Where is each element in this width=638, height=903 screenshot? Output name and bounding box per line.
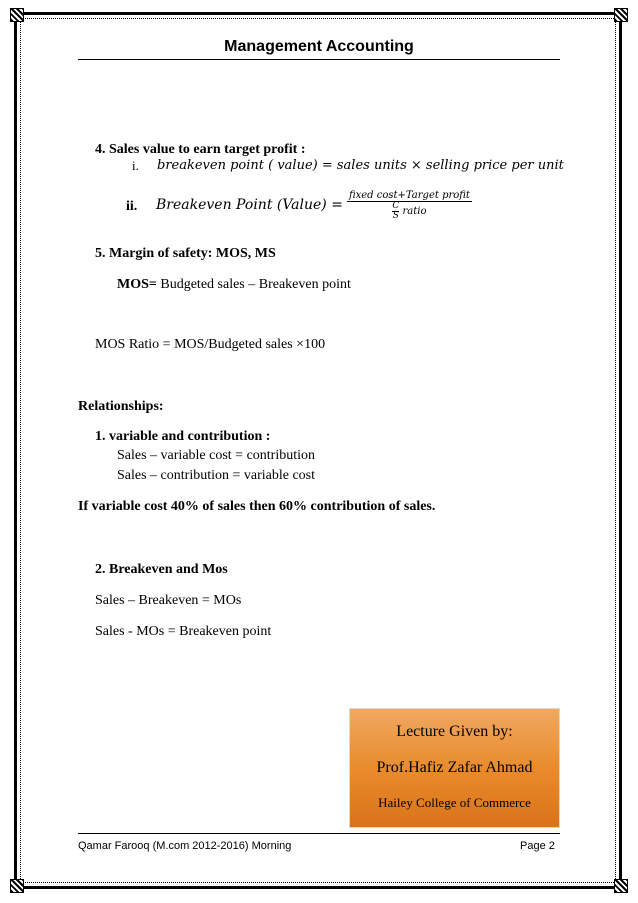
footer-author: Qamar Farooq (M.com 2012-2016) Morning — [78, 840, 292, 852]
item4-i-marker: i. — [132, 158, 139, 173]
mos-label: MOS= — [117, 277, 157, 292]
item5-title: 5. Margin of safety: MOS, MS — [95, 246, 276, 261]
relationship2-line2: Sales - MOs = Breakeven point — [95, 624, 272, 639]
item4-ii-fraction — [347, 190, 472, 221]
item4-title: 4. Sales value to earn target profit : — [95, 142, 306, 157]
corner-ornament-bottom-left — [10, 879, 24, 893]
relationship1-line2: Sales – contribution = variable cost — [117, 468, 316, 483]
relationship1-note: If variable cost 40% of sales then 60% contribution of sales. — [78, 499, 436, 514]
item4-ii-denominator — [347, 202, 472, 221]
footer-divider — [78, 833, 560, 834]
item4-ii-formula — [156, 190, 472, 221]
lecturer-name: Prof.Hafiz Zafar Ahmad — [376, 759, 533, 776]
corner-ornament-top-left — [10, 8, 24, 22]
mos-text: Budgeted sales – Breakeven point — [156, 277, 351, 292]
s-letter: S — [392, 211, 399, 221]
corner-ornament-bottom-right — [614, 879, 628, 893]
page-header-title: Management Accounting — [224, 38, 414, 55]
c-over-s-fraction — [392, 202, 399, 221]
relationship2-title: 2. Breakeven and Mos — [95, 562, 228, 577]
item4-ii-numerator: fixed cost+Target profit — [348, 190, 470, 201]
item4-ii-marker: ii. — [126, 199, 138, 214]
mos-formula — [117, 277, 351, 293]
relationship2-line1: Sales – Breakeven = MOs — [95, 593, 242, 608]
lecture-credit-box — [349, 708, 560, 828]
item4-ii-lhs: Breakeven Point (Value) = — [156, 197, 343, 214]
ratio-word: ratio — [402, 206, 427, 217]
relationships-heading: Relationships: — [78, 399, 164, 414]
relationship1-title: 1. variable and contribution : — [95, 429, 271, 444]
c-letter: C — [392, 201, 400, 211]
college-name: Hailey College of Commerce — [378, 795, 531, 810]
footer-page-number: Page 2 — [520, 840, 555, 852]
mos-ratio-formula: MOS Ratio = MOS/Budgeted sales ×100 — [95, 337, 326, 352]
relationship1-line1: Sales – variable cost = contribution — [117, 448, 316, 463]
corner-ornament-top-right — [614, 8, 628, 22]
lecture-credit-heading: Lecture Given by: — [396, 723, 513, 740]
header-divider — [78, 59, 560, 60]
item4-i-formula: breakeven point ( value) = sales units × selling price per unit — [157, 158, 564, 173]
